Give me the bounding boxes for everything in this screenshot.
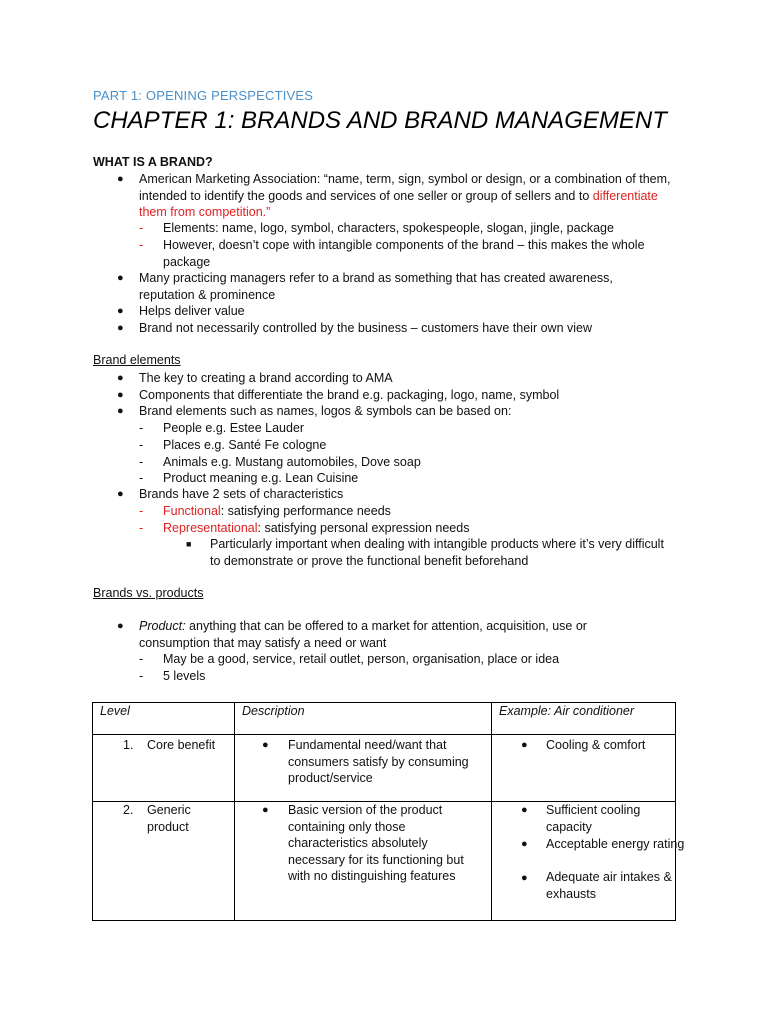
bullet-icon: ● (117, 405, 124, 417)
dash-icon: - (139, 668, 144, 683)
dash-icon: - (139, 503, 144, 518)
header-level: Level (93, 703, 235, 735)
example-text: Sufficient cooling capacity (546, 803, 641, 834)
intangible-line: Particularly important when dealing with intangible products where it’s very difficult to demonstrate or prove the functional benefit beforehand (210, 537, 664, 568)
chapter-title: CHAPTER 1: BRANDS AND BRAND MANAGEMENT (93, 107, 667, 134)
section-heading-what-is-a-brand: WHAT IS A BRAND? (93, 155, 213, 169)
level-cell (93, 735, 235, 802)
bullet-icon: ● (117, 620, 124, 632)
may-be-line: May be a good, service, retail outlet, person, organisation, place or idea (163, 652, 560, 666)
bullet-icon: ● (521, 872, 528, 884)
header-example: Example: Air conditioner (492, 703, 676, 735)
dash-icon: - (139, 437, 144, 452)
header-description: Description (235, 703, 492, 735)
dash-icon: - (139, 454, 144, 469)
based-on-line: Brand elements such as names, logos & symbols can be based on: (139, 404, 512, 418)
part-label: PART 1: OPENING PERSPECTIVES (93, 88, 314, 103)
square-bullet-icon: ■ (186, 539, 192, 549)
levels-line: 5 levels (163, 669, 206, 683)
bullet-icon: ● (117, 272, 124, 284)
helps-line: Helps deliver value (139, 304, 245, 318)
representational-line: Representational: satisfying personal expression needs (163, 521, 470, 535)
elements-line: Elements: name, logo, symbol, characters, spokespeople, slogan, jingle, package (163, 221, 614, 235)
dash-icon: - (139, 237, 144, 252)
dash-icon: - (139, 420, 144, 435)
ama-definition: American Marketing Association: “name, term, sign, symbol or design, or a combination of them, intended to identify the goods and services of one seller or group of sellers and to differentiate them from competition.” (139, 172, 671, 219)
level-number: 2. (123, 803, 134, 817)
control-line: Brand not necessarily controlled by the business – customers have their own view (139, 321, 593, 335)
bullet-icon: ● (521, 804, 528, 816)
product-definition: Product: anything that can be offered to a market for attention, acquisition, use or consumption that may satisfy a need or want (139, 619, 587, 650)
example-text: Acceptable energy rating (546, 837, 685, 851)
places-line: Places e.g. Santé Fe cologne (163, 438, 327, 452)
bullet-icon: ● (521, 739, 528, 751)
example-text: Adequate air intakes & exhausts (546, 870, 672, 901)
bullet-icon: ● (262, 804, 269, 816)
bullet-icon: ● (521, 838, 528, 850)
product-levels-table (92, 702, 685, 921)
table-header-row (93, 703, 676, 735)
however-line: However, doesn’t cope with intangible components of the brand – this makes the whole package (163, 238, 645, 269)
table-row (93, 802, 676, 921)
dash-icon: - (139, 220, 144, 235)
description-cell (235, 802, 492, 921)
level-number: 1. (123, 738, 134, 752)
components-line: Components that differentiate the brand e.g. packaging, logo, name, symbol (139, 388, 560, 402)
functional-line: Functional: satisfying performance needs (163, 504, 391, 518)
table-row (93, 735, 676, 802)
section-heading-brands-vs-products: Brands vs. products (93, 586, 204, 600)
animals-line: Animals e.g. Mustang automobiles, Dove soap (163, 455, 421, 469)
bullet-icon: ● (117, 389, 124, 401)
level-cell (93, 802, 235, 921)
bullet-icon: ● (117, 173, 124, 185)
sets-line: Brands have 2 sets of characteristics (139, 487, 344, 501)
example-cell (492, 802, 685, 921)
level-name: Core benefit (147, 738, 216, 752)
description-text: Basic version of the product containing only those characteristics absolutely necessary for its functioning but with no distinguishing features (288, 803, 464, 883)
description-cell (235, 735, 492, 802)
bullet-icon: ● (262, 739, 269, 751)
section-heading-brand-elements: Brand elements (93, 353, 181, 367)
people-line: People e.g. Estee Lauder (163, 421, 305, 435)
dash-icon: - (139, 651, 144, 666)
dash-icon: - (139, 470, 144, 485)
ama-definition-red: differentiate them from competition.” (139, 188, 658, 219)
functional-label: Functional (163, 504, 221, 518)
example-cell (492, 735, 676, 802)
bullet-icon: ● (117, 305, 124, 317)
bullet-icon: ● (117, 488, 124, 500)
product-label: Product: (139, 619, 186, 633)
meaning-line: Product meaning e.g. Lean Cuisine (163, 471, 359, 485)
description-text: Fundamental need/want that consumers satisfy by consuming product/service (288, 738, 469, 785)
example-text: Cooling & comfort (546, 738, 646, 752)
level-name: Generic product (147, 803, 191, 834)
bullet-icon: ● (117, 372, 124, 384)
dash-icon: - (139, 520, 144, 535)
managers-line: Many practicing managers refer to a brand as something that has created awareness, reputation & prominence (139, 271, 613, 302)
key-line: The key to creating a brand according to AMA (139, 371, 393, 385)
representational-label: Representational (163, 521, 258, 535)
bullet-icon: ● (117, 322, 124, 334)
